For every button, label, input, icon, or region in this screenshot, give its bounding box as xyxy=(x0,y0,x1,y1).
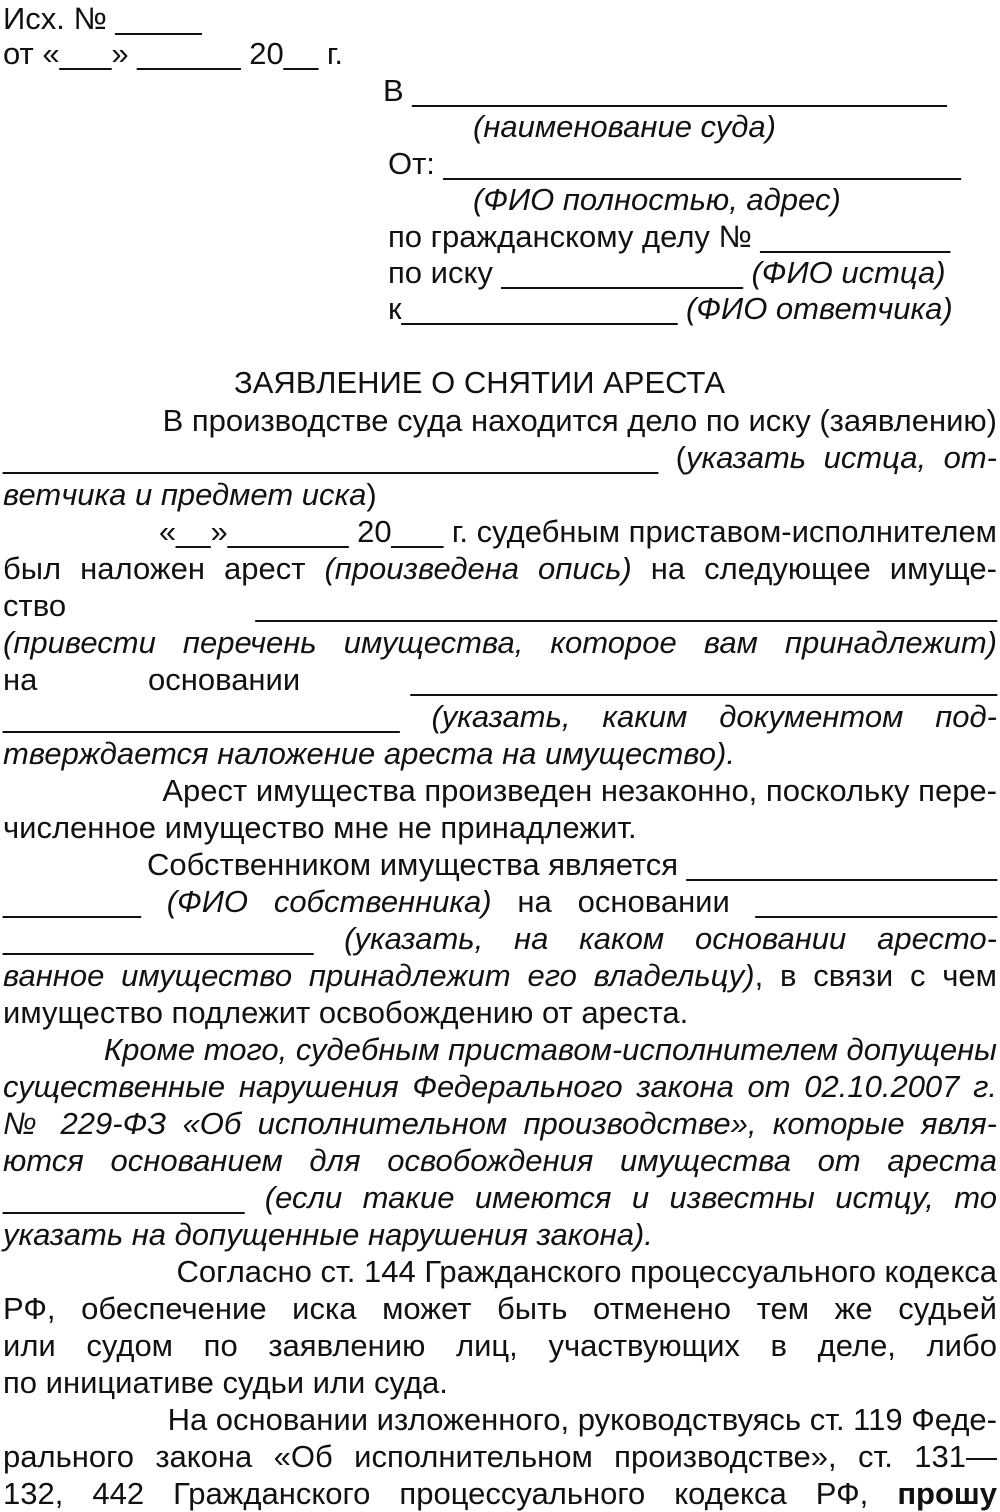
claimant-field: по иску ______________ (ФИО истца) xyxy=(388,255,946,290)
body-line: РФ, обеспечение иска может быть отменено тем же судьей xyxy=(3,1291,997,1326)
body-line: _______________________ (указать, каким документом под- xyxy=(3,699,997,734)
body-line: __________________ (указать, на каком основании аресто- xyxy=(3,921,997,956)
body-line: ветчика и предмет иска) xyxy=(3,477,377,512)
body-line: или судом по заявлению лиц, участвующих в деле, либо xyxy=(3,1328,997,1363)
body-line: Арест имущества произведен незаконно, поскольку пере- xyxy=(162,773,997,808)
document-date: от «___» ______ 20__ г. xyxy=(3,36,343,71)
body-line: рального закона «Об исполнительном производстве», ст. 131— xyxy=(3,1439,997,1474)
defendant-field: к________________ (ФИО ответчика) xyxy=(388,291,953,326)
body-line: № 229-ФЗ «Об исполнительном производстве», которые явля- xyxy=(3,1106,997,1141)
document-title: ЗАЯВЛЕНИЕ О СНЯТИИ АРЕСТА xyxy=(234,365,726,400)
body-line: численное имущество мне не принадлежит. xyxy=(3,810,637,845)
applicant-hint: (ФИО полностью, адрес) xyxy=(473,182,841,217)
body-line: ________ (ФИО собственника) на основании ______________ xyxy=(3,884,997,919)
case-number-field: по гражданскому делу № ___________ xyxy=(388,219,951,254)
body-line: «__»_______ 20___ г. судебным приставом-исполнителем xyxy=(158,514,997,549)
body-line: Собственником имущества является __________________ xyxy=(147,847,997,882)
body-line: тверждается наложение ареста на имущество). xyxy=(3,736,735,771)
body-line: по инициативе судьи или суда. xyxy=(3,1365,448,1400)
body-line: имущество подлежит освобождению от ареста. xyxy=(3,995,689,1030)
body-line: ванное имущество принадлежит его владельцу), в связи с чем xyxy=(3,958,997,993)
body-line: ются основанием для освобождения имущества от ареста xyxy=(3,1143,997,1178)
court-hint: (наименование суда) xyxy=(473,109,776,144)
body-line: ство ___________________________________________ xyxy=(3,588,997,623)
body-line: (привести перечень имущества, которое вам принадлежит) xyxy=(3,625,997,660)
body-line: Кроме того, судебным приставом-исполнителем допущены xyxy=(103,1032,997,1067)
court-field: В _______________________________ xyxy=(383,73,947,108)
body-line: Согласно ст. 144 Гражданского процессуального кодекса xyxy=(176,1254,997,1289)
body-line: указать на допущенные нарушения закона). xyxy=(3,1217,653,1252)
body-line: существенные нарушения Федерального закона от 02.10.2007 г. xyxy=(3,1069,997,1104)
body-line: был наложен арест (произведена опись) на следующее имуще- xyxy=(3,551,997,586)
outgoing-number: Исх. № _____ xyxy=(3,1,202,36)
body-line: ______________ (если такие имеются и известны истцу, то xyxy=(3,1180,998,1215)
body-line: на основании __________________________________ xyxy=(3,662,997,697)
body-line: 132, 442 Гражданского процессуального кодекса РФ, прошу xyxy=(3,1476,997,1511)
body-line: ______________________________________ (указать истца, от- xyxy=(3,440,997,475)
applicant-field: От: ______________________________ xyxy=(388,146,961,181)
body-line: В производстве суда находится дело по иску (заявлению) xyxy=(162,403,997,438)
body-line: На основании изложенного, руководствуясь ст. 119 Феде- xyxy=(167,1402,997,1437)
